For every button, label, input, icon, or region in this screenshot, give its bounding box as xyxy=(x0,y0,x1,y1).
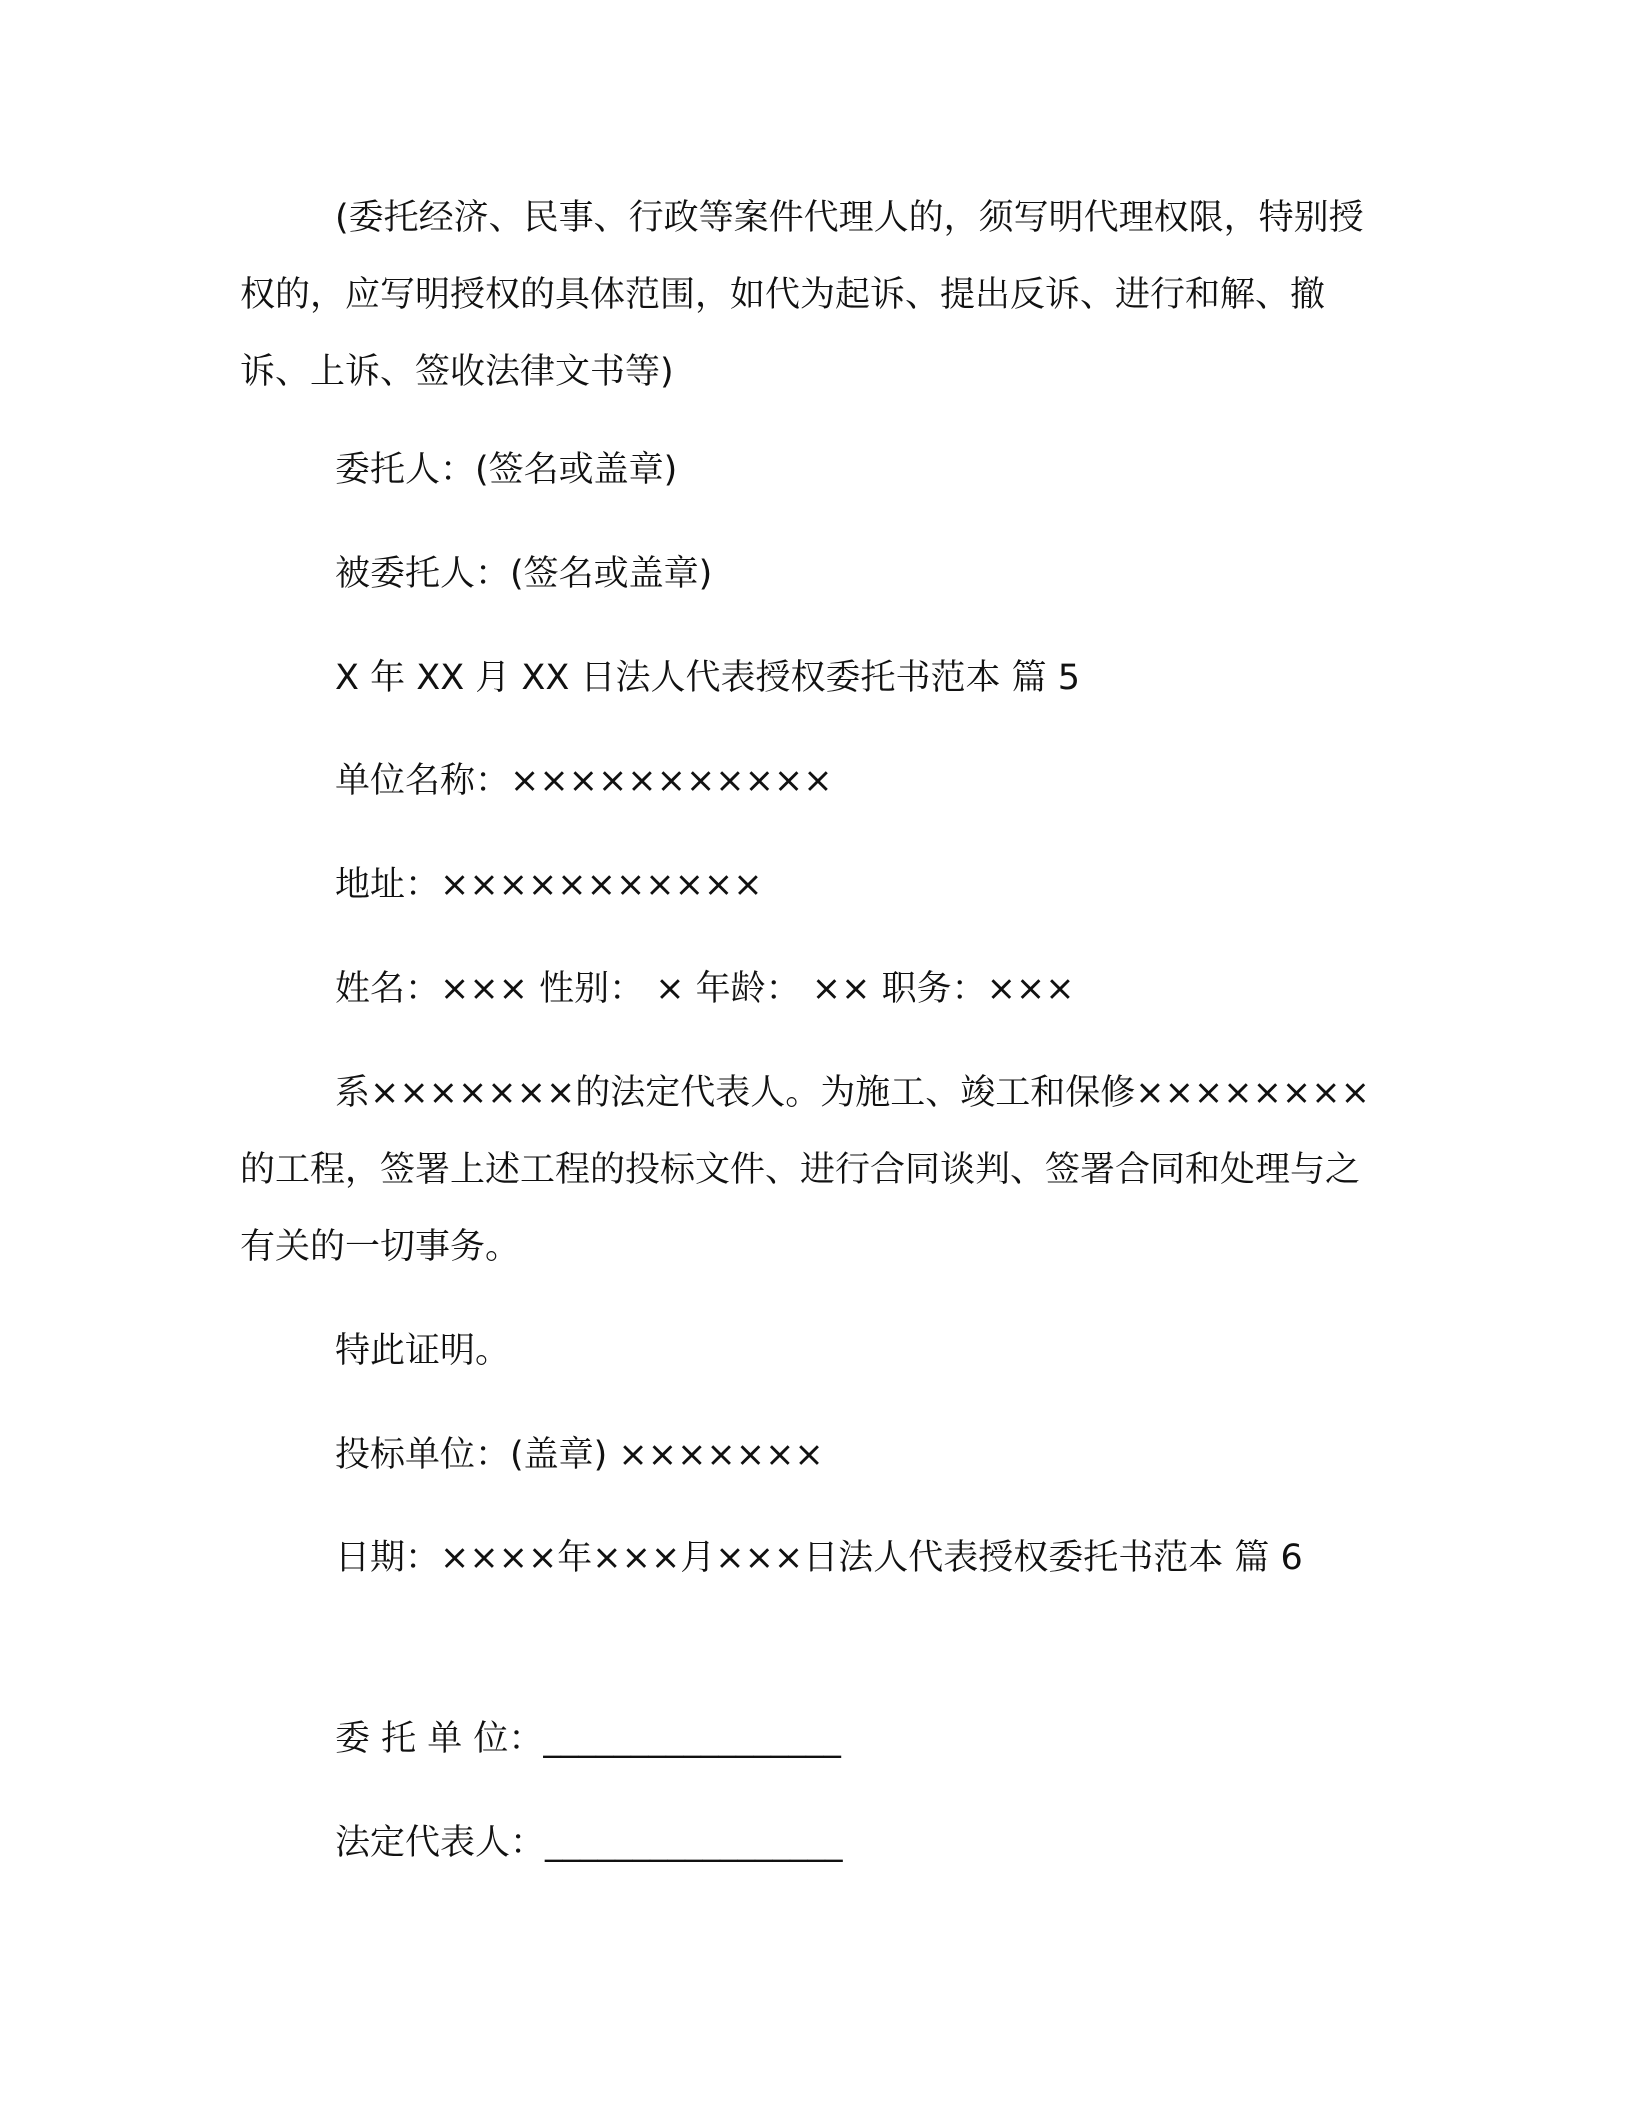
certification-line: 特此证明。 xyxy=(335,1331,511,1371)
legal-representative-statement: 系×××××××的法定代表人。为施工、竣工和保修××××××××的工程，签署上述工程的投标文件、进行合同谈判、签署合同和处理与之有关的一切事务。 xyxy=(240,1073,1370,1267)
bidding-unit-line: 投标单位：(盖章) ××××××× xyxy=(335,1435,824,1475)
agent-signature-line: 被委托人：(签名或盖章) xyxy=(335,554,713,594)
authorization-scope-note: (委托经济、民事、行政等案件代理人的，须写明代理权限，特别授权的，应写明授权的具体范围，如代为起诉、提出反诉、进行和解、撤诉、上诉、签收法律文书等) xyxy=(240,198,1364,392)
date-heading-line: 日期：××××年×××月×××日法人代表授权委托书范本 篇 6 xyxy=(335,1538,1303,1578)
section-heading: X 年 XX 月 XX 日法人代表授权委托书范本 篇 5 xyxy=(335,658,1081,698)
principal-signature-line: 委托人：(签名或盖章) xyxy=(335,450,678,490)
legal-representative-line: 法定代表人：_________________ xyxy=(335,1823,843,1863)
entrusting-unit-line: 委 托 单 位：_________________ xyxy=(335,1719,841,1759)
address-line: 地址：××××××××××× xyxy=(335,865,763,905)
unit-name-line: 单位名称：××××××××××× xyxy=(335,761,833,801)
personal-info-line: 姓名：××× 性别： × 年龄： ×× 职务：××× xyxy=(335,969,1075,1009)
